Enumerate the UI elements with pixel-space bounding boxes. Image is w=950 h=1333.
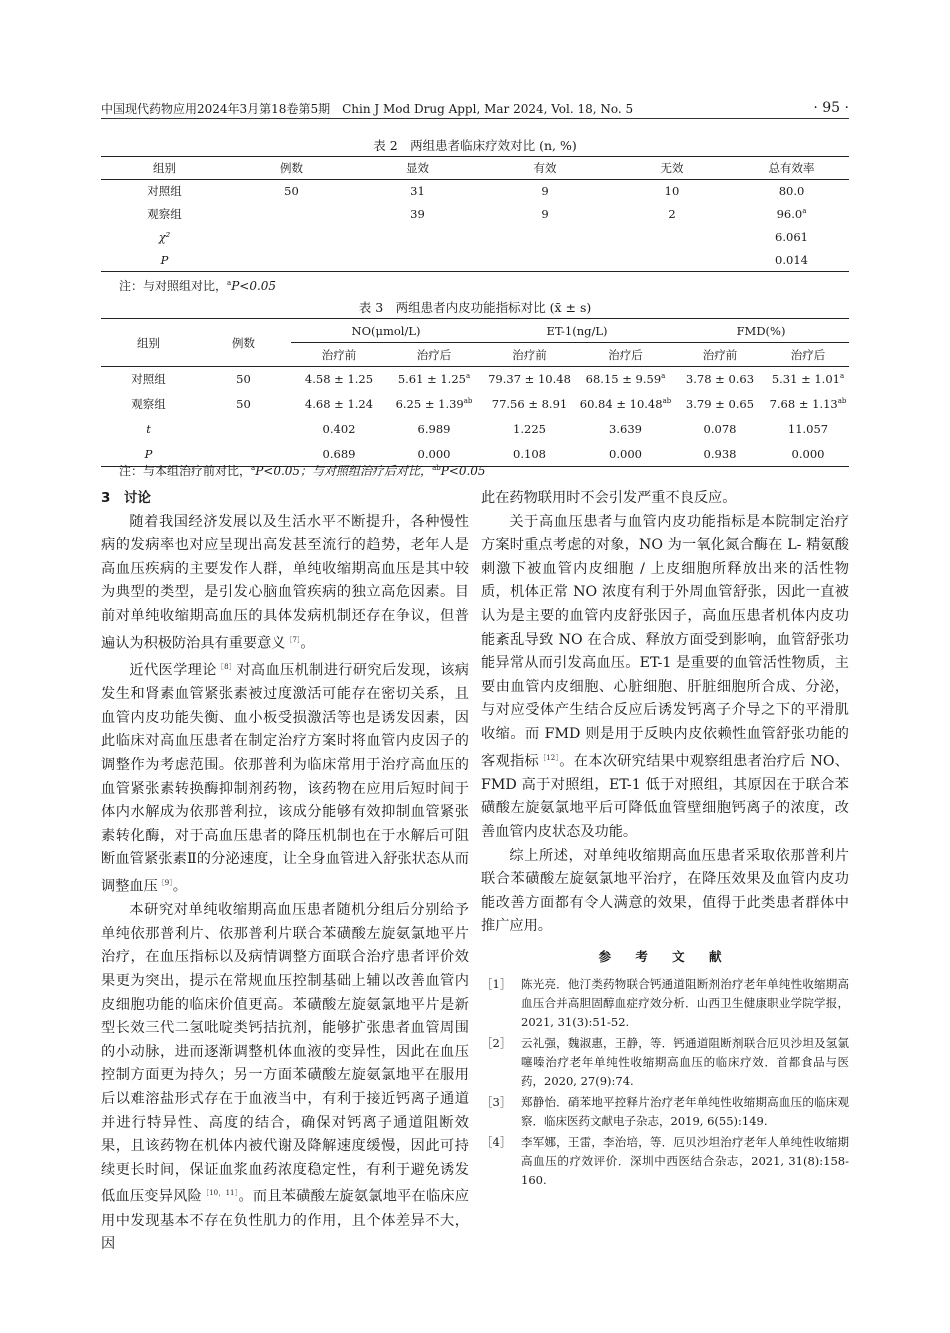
page-number: · 95 · xyxy=(813,100,849,116)
paragraph-text: 随着我国经济发展以及生活水平不断提升，各种慢性病的发病率也对应呈现出高发甚至流行的趋势，老年人是高血压疾病的主要发作人群，单纯收缩期高血压是其中较为典型的类型，是引发心脑血管疾病的独立高危因素。目前对单纯收缩期高血压的具体发病机制还存在争议，但普遍认为积极防治具有重要意义 xyxy=(101,513,469,652)
references-heading: 参 考 文 献 xyxy=(598,949,732,965)
significance-mark: a xyxy=(802,207,807,216)
table3-group-header: FMD(%) xyxy=(673,319,849,343)
table-row xyxy=(101,392,849,417)
reference-item xyxy=(481,1133,849,1190)
reference-item xyxy=(481,975,849,1032)
section-heading: 3 讨论 xyxy=(101,490,151,506)
table-cell: 39 xyxy=(410,207,425,221)
table-cell: 0.938 xyxy=(703,446,737,461)
paragraph-text: 。在本次研究结果中观察组患者治疗后 NO、FMD 高于对照组，ET-1 低于对照组，其原因在于联合苯磺酸左旋氨氯地平后可降低血管壁细胞钙离子的浓度，改善血管内皮状态及功能。 xyxy=(481,753,849,841)
table-row xyxy=(101,249,849,272)
table-cell xyxy=(228,249,355,272)
reference-text: 郑静怡．硝苯地平控释片治疗老年单纯性收缩期高血压的临床观察．临床医药文献电子杂志，2019, 6(55):149. xyxy=(521,1095,849,1129)
table-cell: 观察组 xyxy=(131,397,166,411)
cell-value: 60.84 ± 10.48 xyxy=(579,397,663,411)
table3-subheader-cell: 治疗后 xyxy=(608,347,643,362)
table-cell xyxy=(767,392,849,417)
cell-value: 96.0 xyxy=(776,207,803,221)
table-cell: 对照组 xyxy=(147,184,182,199)
citation: ［10，11］ xyxy=(201,1189,239,1198)
table-cell xyxy=(355,226,480,249)
table-cell: 10 xyxy=(664,184,680,199)
cell-value: 7.68 ± 1.13 xyxy=(769,397,838,411)
left-column xyxy=(101,487,469,1257)
table-cell xyxy=(387,367,481,392)
table-cell: 80.0 xyxy=(778,184,805,199)
table-cell: 50 xyxy=(236,372,251,387)
table3-subheader-cell: 治疗后 xyxy=(416,347,452,362)
significance-mark: ab xyxy=(432,464,441,472)
significance-mark: a xyxy=(227,279,232,287)
table-cell: 0.078 xyxy=(703,422,737,436)
table-cell xyxy=(734,203,849,226)
table2-header-cell: 总有效率 xyxy=(768,161,815,175)
reference-number: ［2］ xyxy=(481,1036,512,1051)
table3-group-header: ET-1(ng/L) xyxy=(481,319,673,343)
reference-number: ［3］ xyxy=(481,1095,512,1110)
table-cell: 3.79 ± 0.65 xyxy=(685,397,755,411)
significance-mark: ab xyxy=(463,397,473,406)
paragraph-text: 。 xyxy=(172,878,187,895)
paragraph-text: 对高血压机制进行研究后发现，该病发生和肾素血管紧张素被过度激活可能存在密切关系，且血管内皮功能失衡、血小板受损激活等也是诱发因素，因此临床对高血压患者在制定治疗方案时将血管内皮因子的调整作为考虑范围。依那普利为临床常用于治疗高血压的血管紧张素转换酶抑制剂药物，该药物在应用后短时间于体内水解成为依那普利拉，该成分能够有效抑制血管紧张素转化酶，对于高血压患者的降压机制也在于水解后可阻断血管紧张素Ⅱ的分泌速度，让全身血管进入舒张状态从而调整血压 xyxy=(101,662,469,895)
table-cell: 0.000 xyxy=(791,446,825,461)
table-cell: 6.989 xyxy=(417,422,451,436)
paragraph-text: 。而且苯磺酸左旋氨氯地平在临床应用中发现基本不存在负性肌力的作用，且个体差异不大，因 xyxy=(101,1189,469,1253)
table-cell: 观察组 xyxy=(147,207,182,221)
journal-header: 中国现代药物应用2024年3月第18卷第5期 Chin J Mod Drug Appl, Mar 2024, Vol. 18, No. 5 xyxy=(101,102,634,116)
reference-text: 李军娜，王雷，李治培，等．厄贝沙坦治疗老年人单纯性收缩期高血压的疗效评价．深圳中西医结合杂志，2021, 31(8):158-160. xyxy=(521,1135,849,1188)
table-cell xyxy=(480,226,610,249)
citation: ［8］ xyxy=(216,662,237,671)
table3-header-row xyxy=(101,319,849,343)
table-cell xyxy=(355,249,480,272)
table-row xyxy=(101,367,849,392)
table2-caption: 表 2 两组患者临床疗效对比 (n, %) xyxy=(373,138,577,153)
significance-mark: a xyxy=(661,372,666,381)
table2-header-cell: 显效 xyxy=(406,161,429,175)
note-text: P<0.05；与对照组治疗后对比， xyxy=(255,464,433,478)
table3-subheader-cell: 治疗前 xyxy=(512,347,547,362)
table-row xyxy=(101,226,849,249)
table3 xyxy=(101,318,849,467)
table-cell: 31 xyxy=(410,184,425,199)
table3-header-cell: 组别 xyxy=(137,335,160,350)
table-row xyxy=(101,417,849,442)
table-cell: 0.689 xyxy=(322,446,356,461)
table-cell: 0.402 xyxy=(322,422,356,436)
p-label: P xyxy=(160,252,169,267)
significance-mark: a xyxy=(251,464,256,472)
table3-group-header: NO(μmol/L) xyxy=(291,319,481,343)
cell-value: 68.15 ± 9.59 xyxy=(585,372,662,387)
right-column xyxy=(481,487,849,1192)
reference-item xyxy=(481,1093,849,1131)
t-label: t xyxy=(146,422,151,436)
table-cell xyxy=(610,249,734,272)
paragraph xyxy=(101,511,469,656)
significance-mark: ab xyxy=(837,397,847,406)
table-cell: 50 xyxy=(236,397,251,411)
table-cell: 9 xyxy=(541,184,549,199)
significance-mark: a xyxy=(465,372,471,381)
table-cell: 4.68 ± 1.24 xyxy=(304,397,374,411)
table2-header-cell: 有效 xyxy=(533,161,557,175)
table-cell xyxy=(228,226,355,249)
table-cell: 9 xyxy=(541,207,549,221)
paragraph xyxy=(101,899,469,1257)
table-cell xyxy=(101,226,228,249)
table2-header-cell: 无效 xyxy=(660,161,684,175)
table-cell: 2 xyxy=(668,207,676,221)
table-cell: 50 xyxy=(284,184,299,199)
table3-subheader-cell: 治疗前 xyxy=(702,347,738,362)
table-cell: 1.225 xyxy=(513,422,546,436)
p-label: P xyxy=(144,446,153,461)
table-cell: 3.639 xyxy=(609,422,642,436)
cell-value: 5.31 ± 1.01 xyxy=(771,372,840,387)
paragraph-text: 近代医学理论 xyxy=(129,662,217,679)
table-cell: 79.37 ± 10.48 xyxy=(488,372,571,387)
table-cell: 6.061 xyxy=(775,230,808,244)
table-cell: 0.014 xyxy=(775,252,808,267)
note-text: P<0.05 xyxy=(440,464,486,478)
paragraph-text: 。 xyxy=(300,635,315,652)
table-cell xyxy=(610,226,734,249)
reference-text: 云礼强，魏淑惠，王静，等．钙通道阻断剂联合厄贝沙坦及氢氯噻嗪治疗老年单纯性收缩期高血压的临床疗效．首都食品与医药，2020, 27(9):74. xyxy=(521,1036,849,1089)
table3-subheader-cell: 治疗前 xyxy=(321,347,357,362)
significance-mark: ab xyxy=(662,397,672,406)
table-cell xyxy=(196,417,291,442)
paragraph xyxy=(101,656,469,899)
table-row xyxy=(101,203,849,226)
table-cell xyxy=(578,392,673,417)
reference-number: ［1］ xyxy=(481,977,512,992)
table-cell xyxy=(387,392,481,417)
table-cell xyxy=(480,249,610,272)
table3-caption: 表 3 两组患者内皮功能指标对比 (x̄ ± s) xyxy=(358,300,592,315)
note-text: 注：与本组治疗前对比， xyxy=(119,464,252,478)
table2 xyxy=(101,156,849,272)
reference-number: ［4］ xyxy=(481,1135,512,1150)
table-cell xyxy=(578,367,673,392)
table-cell: 77.56 ± 8.91 xyxy=(491,397,568,411)
table-cell: 3.78 ± 0.63 xyxy=(685,372,755,387)
paragraph-text: 本研究对单纯收缩期高血压患者随机分组后分别给予单纯依那普利片、依那普利片联合苯磺酸左旋氨氯地平片治疗，在血压指标以及病情调整方面联合治疗患者评价效果更为突出，提示在常规血压控制基础上辅以改善血管内皮细胞功能的临床价值更高。苯磺酸左旋氨氯地平片是新型长效三代二氢吡啶类钙拮抗剂，能够扩张患者血管周围的小动脉，进而逐渐调整机体血液的变异性，因此在血压控制方面更为持久；另一方面苯磺酸左旋氨氯地平在服用后以难溶盐形式存在于血液当中，有利于接近钙离子通道并进行特异性、高度的结合，确保对钙离子通道阻断效果，且该药物在机体内被代谢及降解速度缓慢，因此可持续更长时间，保证血浆血药浓度稳定性，有利于避免诱发低血压变异风险 xyxy=(101,902,469,1206)
header-rule xyxy=(101,118,849,119)
reference-text: 陈光亮．他汀类药物联合钙通道阻断剂治疗老年单纯性收缩期高血压合并高胆固醇血症疗效分析．山西卫生健康职业学院学报，2021, 31(3):51-52. xyxy=(521,977,849,1030)
paragraph: 综上所述，对单纯收缩期高血压患者采取依那普利片联合苯磺酸左旋氨氯地平治疗，在降压效果及血管内皮功能改善方面都有令人满意的效果，值得于此类患者群体中推广应用。 xyxy=(481,847,849,935)
table3-header-cell: 例数 xyxy=(232,335,255,350)
note-text: 注：与对照组对比， xyxy=(119,279,228,293)
table2-header-cell: 组别 xyxy=(153,161,176,175)
paragraph-text: 关于高血压患者与血管内皮功能指标是本院制定治疗方案时重点考虑的对象，NO 为一氧化氮合酶在 L- 精氨酸刺激下被血管内皮细胞 / 上皮细胞所释放出来的活性物质，机体正常 NO 浓度有利于外周血管舒张，因此一直被认为是主要的血管内皮舒张因子，高血压患者机体内皮功能紊乱导致 NO 在合成、释放方面受到影响，血管舒张功能异常从而引发高血压。ET-1 是重要的血管活性物质，主要由血管内皮细胞、心脏细胞、肝脏细胞所合成、分泌，与对应受体产生结合反应后诱发钙离子介导之下的平滑肌收缩。而 FMD 则是用于反映内皮依赖性血管舒张功能的客观指标 xyxy=(481,513,849,770)
citation: ［12］ xyxy=(538,753,560,762)
table3-note xyxy=(119,462,486,479)
table-cell xyxy=(101,417,196,442)
reference-item xyxy=(481,1034,849,1091)
table-cell: 0.000 xyxy=(417,446,451,461)
table-cell: 4.58 ± 1.25 xyxy=(304,372,374,387)
chi-square-label: χ² xyxy=(158,230,171,244)
table2-header-row xyxy=(101,157,849,180)
cell-value: 5.61 ± 1.25 xyxy=(397,372,466,387)
cell-value: 6.25 ± 1.39 xyxy=(395,397,464,411)
table-cell xyxy=(228,203,355,226)
running-header xyxy=(101,100,849,122)
table3-subheader-cell: 治疗后 xyxy=(790,347,826,362)
table-row xyxy=(101,180,849,203)
table-cell: 11.057 xyxy=(787,422,829,436)
table-cell xyxy=(101,249,228,272)
citation: ［7］ xyxy=(285,635,301,644)
significance-mark: a xyxy=(839,372,845,381)
table-cell: 对照组 xyxy=(131,372,166,387)
note-significance: P<0.05 xyxy=(231,279,277,293)
table2-header-cell: 例数 xyxy=(280,161,303,175)
table2-note xyxy=(119,277,276,294)
paragraph: 此在药物联用时不会引发严重不良反应。 xyxy=(481,490,737,506)
citation: ［9］ xyxy=(157,878,173,887)
paragraph xyxy=(481,511,849,845)
table-cell: 0.000 xyxy=(609,446,642,461)
table-cell: 0.108 xyxy=(513,446,546,461)
table-cell xyxy=(767,367,849,392)
